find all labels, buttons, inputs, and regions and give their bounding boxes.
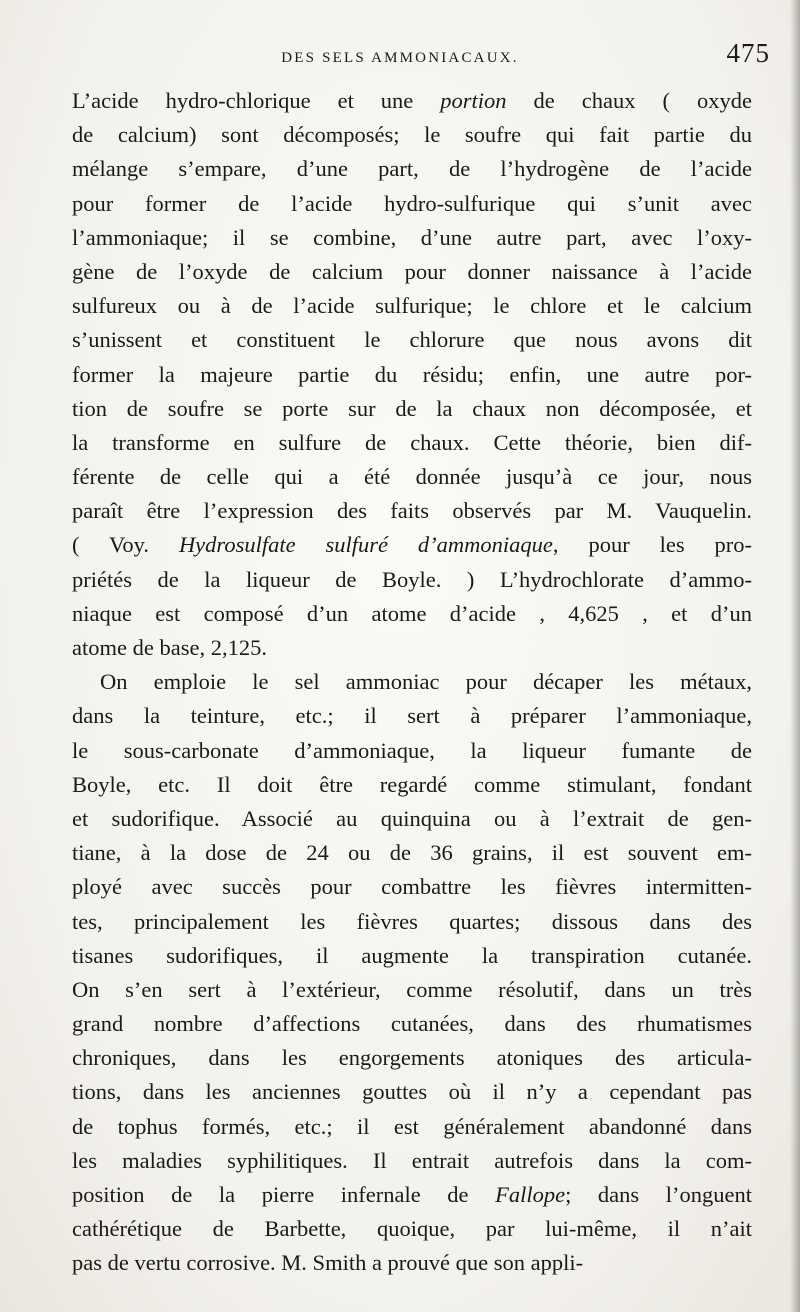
text-line [72, 118, 752, 152]
text-line [72, 221, 752, 255]
text-segment: la transforme en sulfure de chaux. Cette théorie, bien dif- [72, 429, 752, 455]
page-edge-shadow [790, 0, 800, 1312]
paragraph [72, 665, 752, 1280]
text-segment: pas de vertu corrosive. M. Smith a prouvé que son appli- [72, 1250, 584, 1276]
italic-segment: portion [440, 88, 507, 113]
text-segment: ; dans l’onguent [565, 1182, 752, 1207]
text-line [72, 973, 752, 1007]
text-segment: former la majeure partie du résidu; enfin, une autre por- [72, 361, 752, 387]
text-segment: tions, dans les anciennes gouttes où il n’y a cependant pas [72, 1079, 752, 1105]
text-segment: mélange s’empare, d’une part, de l’hydrogène de l’acide [72, 156, 752, 182]
text-line [72, 528, 752, 562]
text-line [72, 734, 752, 768]
text-line [72, 187, 752, 221]
text-line [72, 563, 752, 597]
text-segment: priétés de la liqueur de Boyle. ) L’hydrochlorate d’ammo- [72, 566, 752, 592]
text-line [72, 836, 752, 870]
italic-segment: Fallope [495, 1182, 566, 1207]
body-text [72, 84, 752, 1281]
text-line [72, 255, 752, 289]
text-segment: grand nombre d’affections cutanées, dans des rhumatismes [72, 1011, 752, 1037]
text-segment: On emploie le sel ammoniac pour décaper les métaux, [100, 669, 752, 695]
text-segment: atome de base, 2,125. [72, 635, 267, 660]
text-line [72, 1007, 752, 1041]
text-segment: tiane, à la dose de 24 ou de 36 grains, il est souvent em- [72, 840, 752, 866]
text-line [72, 870, 752, 904]
text-segment: position de la pierre infernale de [72, 1182, 496, 1207]
text-line [72, 1144, 752, 1178]
text-segment: de tophus formés, etc.; il est généralement abandonné dans [72, 1113, 752, 1139]
text-line [72, 699, 752, 733]
text-segment: le sous-carbonate d’ammoniaque, la liqueur fumante de [72, 737, 752, 763]
text-segment: l’ammoniaque; il se combine, d’une autre part, avec l’oxy- [72, 224, 752, 250]
text-segment: s’unissent et constituent le chlorure que nous avons dit [72, 327, 752, 353]
text-line [72, 84, 752, 118]
text-line [72, 939, 752, 973]
text-segment: , pour les pro- [552, 532, 752, 558]
text-segment: tion de soufre se porte sur de la chaux non décomposée, et [72, 395, 752, 421]
running-head: DES SELS AMMONIACAUX. [281, 50, 519, 66]
text-line [72, 426, 752, 460]
text-segment: les maladies syphilitiques. Il entrait autrefois dans la com- [72, 1147, 752, 1173]
text-line [72, 1075, 752, 1109]
text-segment: Boyle, etc. Il doit être regardé comme stimulant, fondant [72, 771, 752, 797]
text-segment: dans la teinture, etc.; il sert à préparer l’ammoniaque, [72, 703, 752, 729]
text-segment: de chaux ( oxyde [506, 88, 752, 113]
text-line [72, 494, 752, 528]
text-line [72, 152, 752, 186]
text-line [72, 768, 752, 802]
text-segment: sulfureux ou à de l’acide sulfurique; le chlore et le calcium [72, 293, 752, 319]
text-line [72, 905, 752, 939]
text-line [72, 665, 752, 699]
text-line [72, 323, 752, 357]
text-line [72, 289, 752, 323]
text-segment: férente de celle qui a été donnée jusqu’à ce jour, nous [72, 464, 752, 490]
text-segment: On s’en sert à l’extérieur, comme résolutif, dans un très [72, 976, 752, 1002]
text-segment: niaque est composé d’un atome d’acide , 4,625 , et d’un [72, 600, 752, 626]
text-segment: tisanes sudorifiques, il augmente la transpiration cutanée. [72, 942, 752, 968]
text-segment: ployé avec succès pour combattre les fièvres intermitten- [72, 874, 752, 900]
text-segment: de calcium) sont décomposés; le soufre qui fait partie du [72, 122, 752, 148]
text-line [72, 1246, 752, 1280]
text-segment: paraît être l’expression des faits observés par M. Vauquelin. [72, 498, 752, 524]
text-line [72, 802, 752, 836]
text-segment: chroniques, dans les engorgements atoniques des articula- [72, 1045, 752, 1071]
text-line [72, 597, 752, 631]
text-line [72, 1212, 752, 1246]
text-line [72, 392, 752, 426]
paragraph [72, 84, 752, 665]
text-segment: gène de l’oxyde de calcium pour donner naissance à l’acide [72, 258, 752, 284]
text-line [72, 358, 752, 392]
text-line [72, 1041, 752, 1075]
text-segment: pour former de l’acide hydro-sulfurique qui s’unit avec [72, 190, 752, 216]
page-number: 475 [726, 38, 770, 68]
text-line [72, 631, 752, 665]
text-line [72, 460, 752, 494]
text-line [72, 1110, 752, 1144]
text-segment: L’acide hydro-chlorique et une [72, 88, 441, 113]
text-segment: ( Voy. [72, 532, 179, 558]
text-segment: cathérétique de Barbette, quoique, par lui-même, il n’ait [72, 1216, 752, 1242]
text-line [72, 1178, 752, 1212]
text-segment: et sudorifique. Associé au quinquina ou à l’extrait de gen- [72, 805, 752, 831]
italic-segment: Hydrosulfate sulfuré d’ammoniaque [178, 532, 553, 558]
page-header [0, 38, 800, 84]
text-segment: tes, principalement les fièvres quartes; dissous dans des [72, 908, 752, 934]
